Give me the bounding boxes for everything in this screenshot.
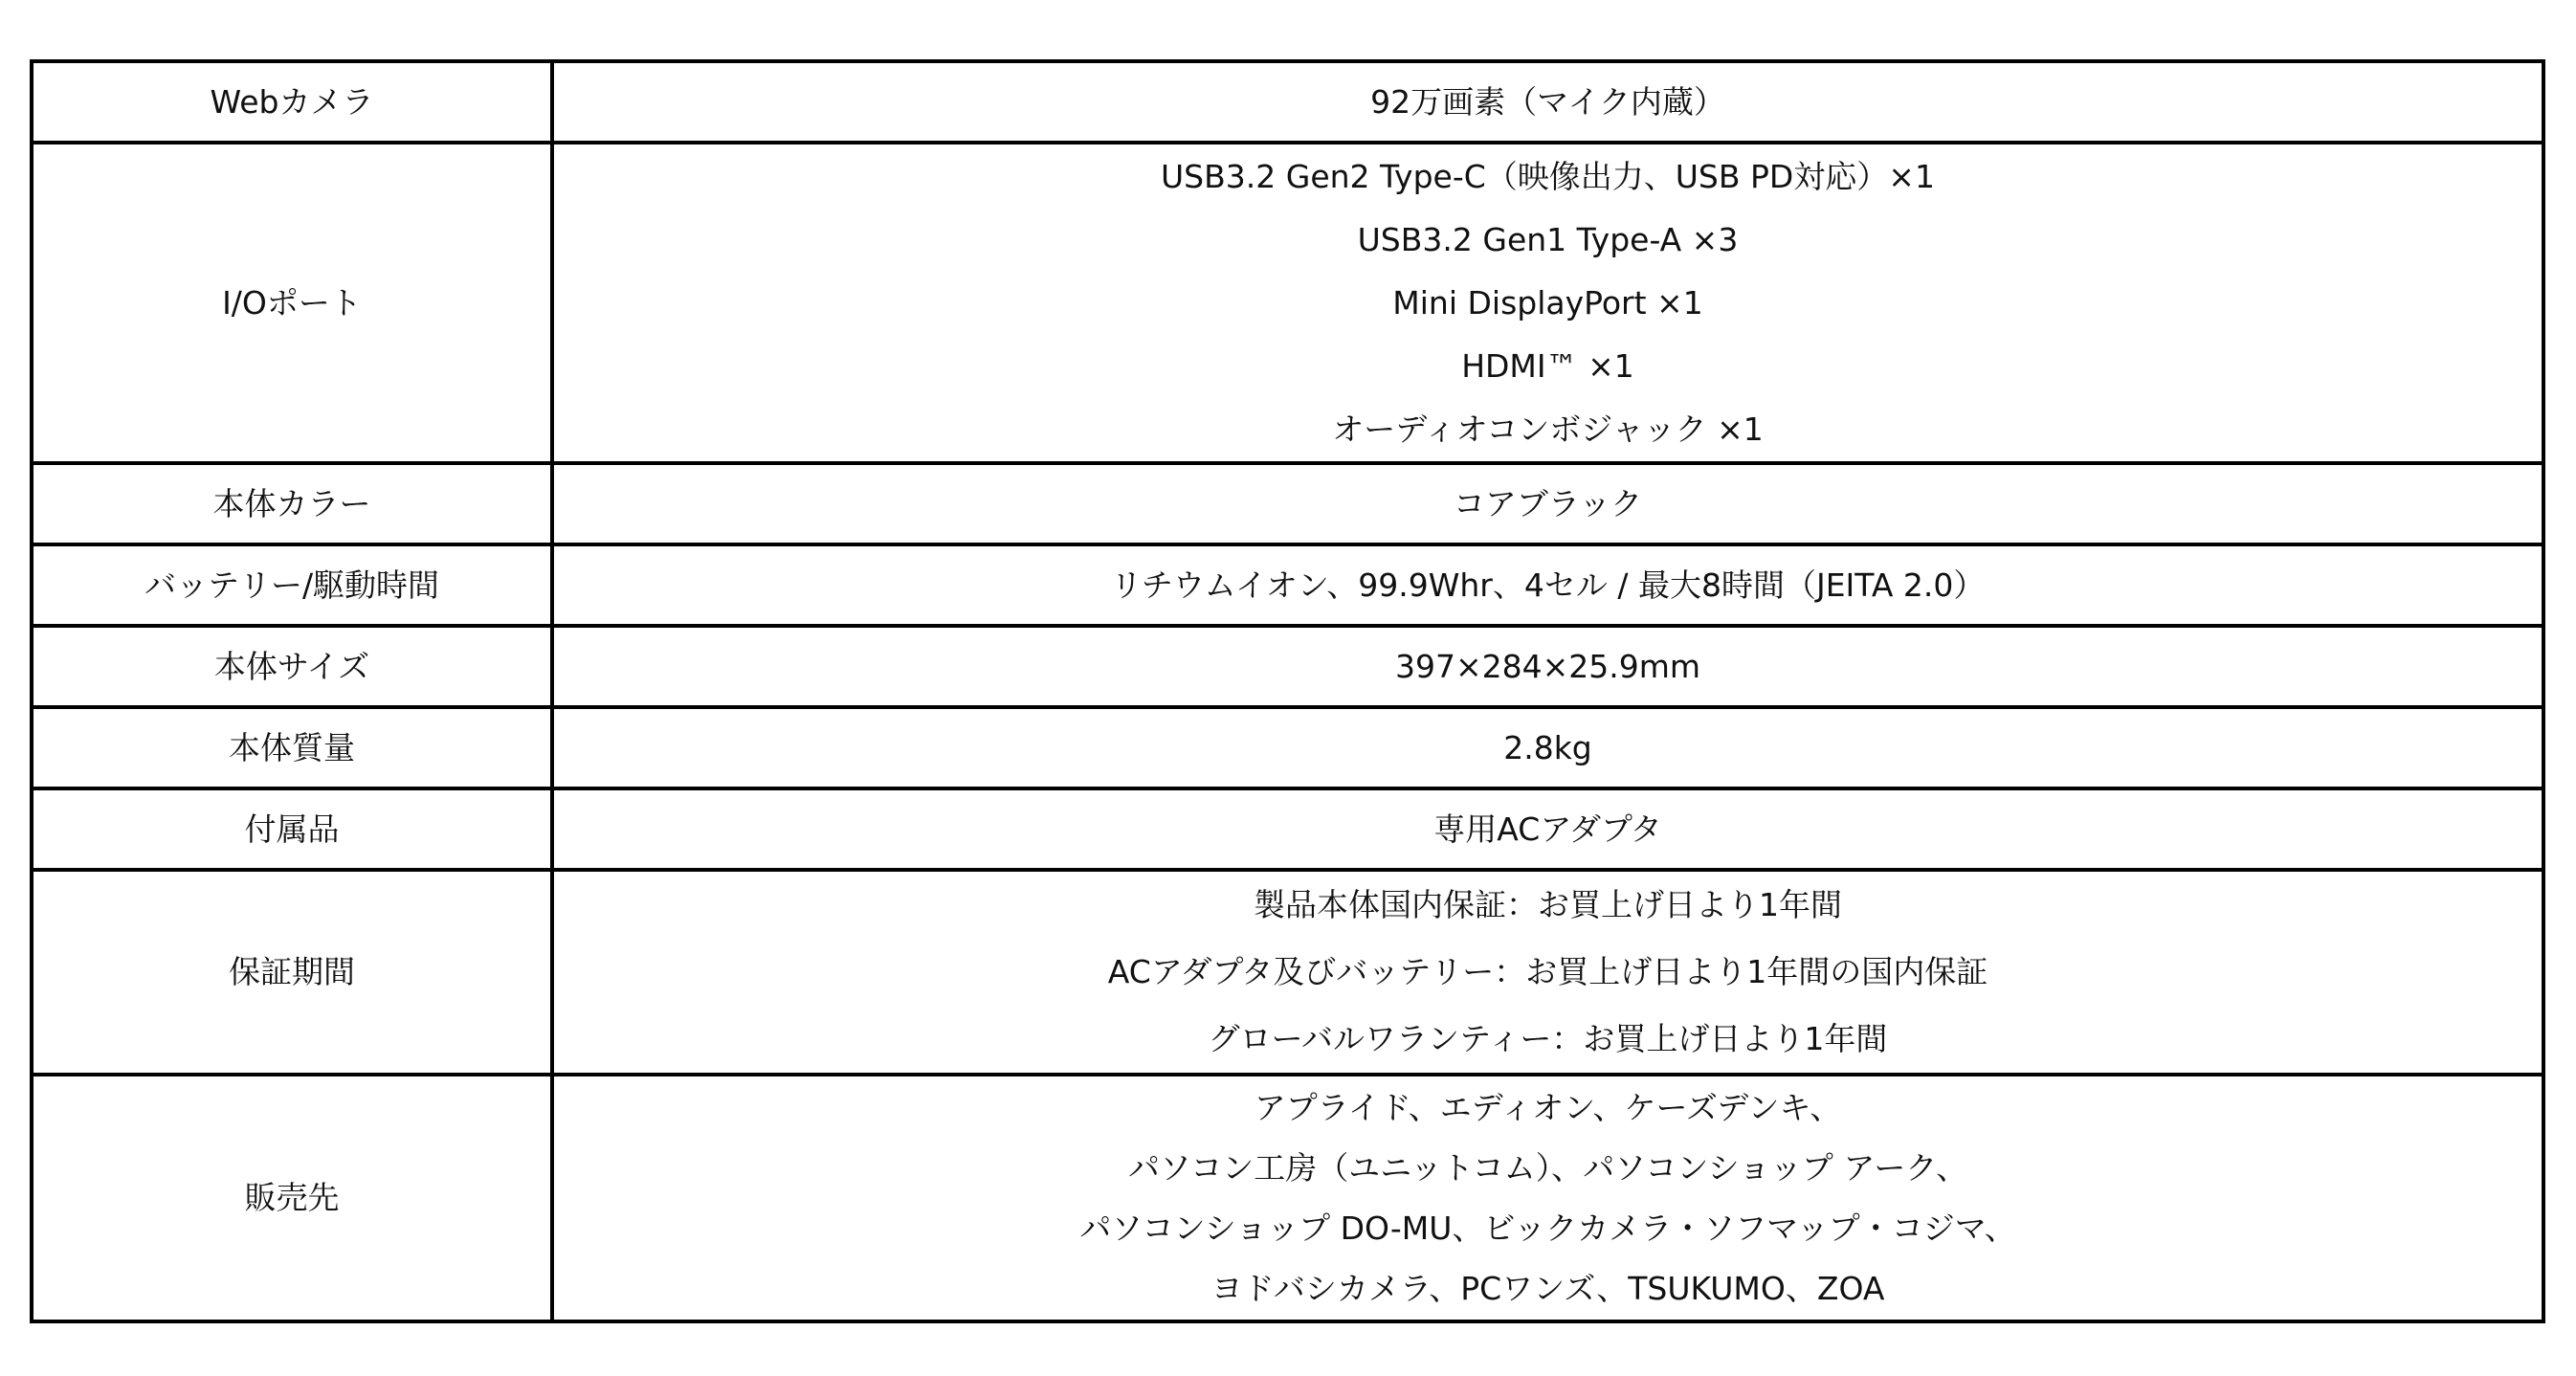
value-line: ヨドバシカメラ、PCワンズ、TSUKUMO、ZOA	[1210, 1270, 1885, 1307]
value-line: 92万画素（マイク内蔵）	[1370, 82, 1725, 121]
row-value	[552, 707, 2543, 788]
row-label: 付属品	[32, 788, 552, 870]
table-row-battery	[32, 544, 2543, 626]
row-label: バッテリー/駆動時間	[32, 544, 552, 626]
table-row-weight	[32, 707, 2543, 788]
value-line: リチウムイオン、99.9Whr、4セル / 最大8時間（JEITA 2.0）	[1110, 566, 1986, 604]
value-line: HDMI™ ×1	[1461, 346, 1634, 385]
value-line: パソコンショップ DO-MU、ビックカメラ・ソフマップ・コジマ、	[1079, 1210, 2016, 1247]
value-line: オーディオコンボジャック ×1	[1332, 410, 1764, 448]
value-line: Mini DisplayPort ×1	[1392, 283, 1703, 322]
row-label: 本体サイズ	[32, 626, 552, 707]
value-line: ACアダプタ及びバッテリー：お買上げ日より1年間の国内保証	[1107, 953, 1988, 990]
row-value	[552, 61, 2543, 143]
row-value	[552, 626, 2543, 707]
table-row-io-ports	[32, 143, 2543, 463]
row-label: I/Oポート	[32, 143, 552, 463]
row-value	[552, 788, 2543, 870]
row-label: 本体質量	[32, 707, 552, 788]
row-value	[552, 870, 2543, 1075]
table-row-retailers	[32, 1075, 2543, 1321]
value-line: USB3.2 Gen2 Type-C（映像出力、USB PD対応）×1	[1161, 157, 1935, 195]
value-line: 2.8kg	[1503, 728, 1592, 766]
value-line: アプライド、エディオン、ケーズデンキ、	[1254, 1089, 1842, 1126]
table-row-size	[32, 626, 2543, 707]
value-line: USB3.2 Gen1 Type-A ×3	[1357, 220, 1739, 258]
row-value	[552, 1075, 2543, 1321]
table-row-color	[32, 463, 2543, 544]
row-label: 本体カラー	[32, 463, 552, 544]
row-value	[552, 463, 2543, 544]
value-line: 専用ACアダプタ	[1433, 810, 1662, 848]
row-label: 販売先	[32, 1075, 552, 1321]
table-row-webcam	[32, 61, 2543, 143]
table-row-warranty	[32, 870, 2543, 1075]
row-label: Webカメラ	[32, 61, 552, 143]
row-label: 保証期間	[32, 870, 552, 1075]
spec-table	[30, 59, 2545, 1323]
value-line: 397×284×25.9mm	[1394, 647, 1701, 685]
row-value	[552, 143, 2543, 463]
value-line: パソコン工房（ユニットコム）、パソコンショップ アーク、	[1127, 1149, 1968, 1187]
value-line: コアブラック	[1453, 484, 1643, 522]
value-line: グローバルワランティー：お買上げ日より1年間	[1208, 1020, 1888, 1057]
value-line: 製品本体国内保証：お買上げ日より1年間	[1254, 886, 1842, 923]
table-row-accessories	[32, 788, 2543, 870]
row-value	[552, 544, 2543, 626]
